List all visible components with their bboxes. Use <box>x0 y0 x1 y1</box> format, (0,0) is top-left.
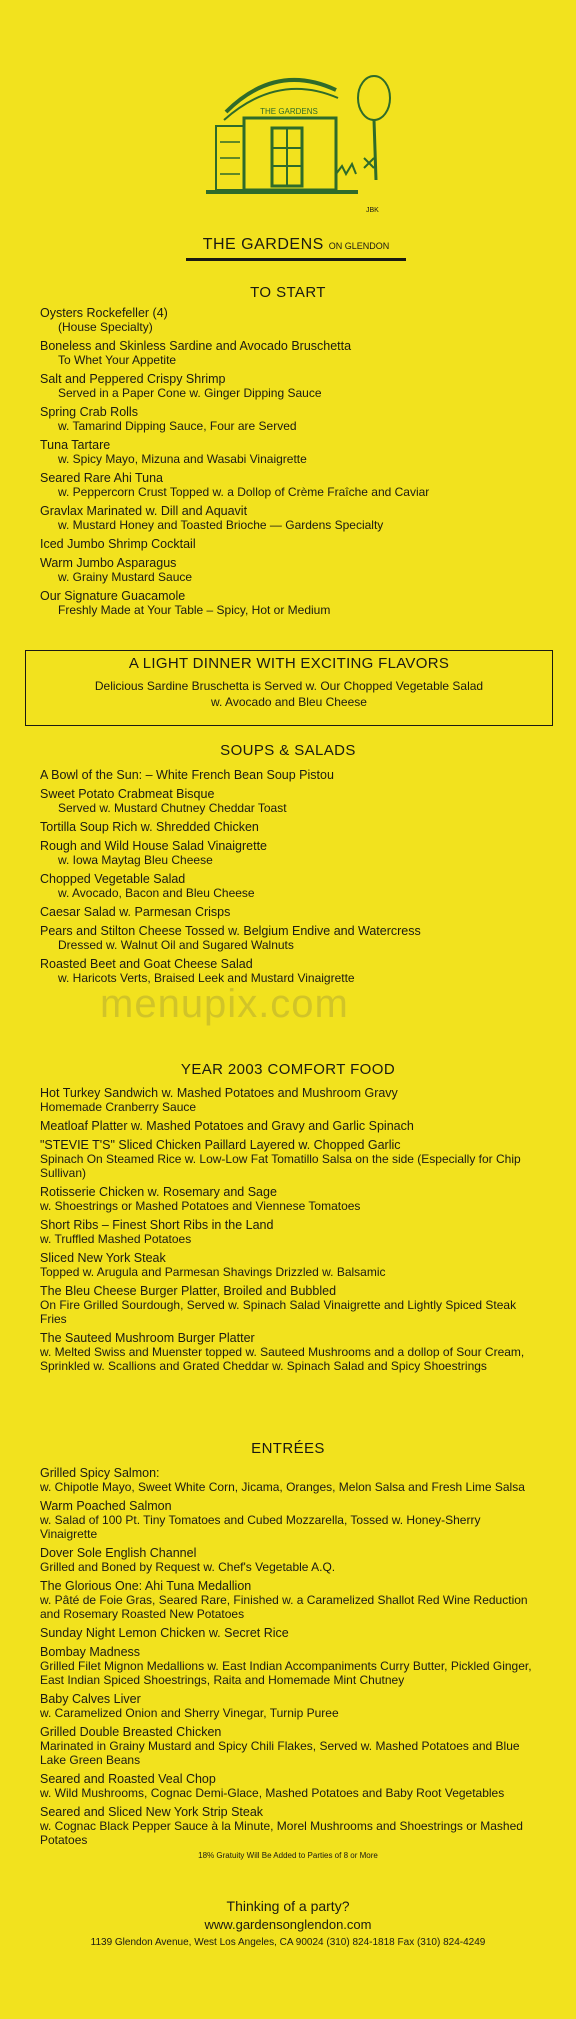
watermark: menupix.com <box>100 982 349 1026</box>
menu-item-name: Boneless and Skinless Sardine and Avocado Bruschetta <box>40 339 352 353</box>
menu-item <box>40 1331 540 1373</box>
menu-item <box>40 1579 540 1621</box>
menu-item-description: w. Spicy Mayo, Mizuna and Wasabi Vinaigrette <box>58 452 307 466</box>
menu-item-name: Meatloaf Platter w. Mashed Potatoes and Gravy and Garlic Spinach <box>40 1119 414 1133</box>
section-heading-soups-salads: SOUPS & SALADS <box>220 742 356 759</box>
address-line: 1139 Glendon Avenue, West Los Angeles, CA 90024 (310) 824-1818 Fax (310) 824-4249 <box>90 1937 486 1948</box>
menu-item-description: Served in a Paper Cone w. Ginger Dipping Sauce <box>58 386 322 400</box>
menu-item-description: w. Pâté de Foie Gras, Seared Rare, Finished w. a Caramelized Shallot Red Wine Reduction and Rosemary Roasted New Potatoes <box>40 1593 528 1621</box>
logo-sign-text: THE GARDENS <box>260 107 318 116</box>
menu-item-name: Warm Jumbo Asparagus <box>40 556 177 570</box>
restaurant-name <box>186 236 406 261</box>
menu-item-description: w. Tamarind Dipping Sauce, Four are Served <box>58 419 297 433</box>
menu-item-name: Dover Sole English Channel <box>40 1546 197 1560</box>
menu-item <box>40 471 540 499</box>
menu-item-description: w. Grainy Mustard Sauce <box>58 570 193 584</box>
restaurant-name-main: THE GARDENS <box>202 236 324 253</box>
menu-item-name: Hot Turkey Sandwich w. Mashed Potatoes and Mushroom Gravy <box>40 1086 398 1100</box>
menu-item <box>40 306 540 334</box>
menu-item-description: Freshly Made at Your Table – Spicy, Hot or Medium <box>58 603 331 617</box>
menu-item-name: Iced Jumbo Shrimp Cocktail <box>40 537 196 551</box>
section-heading-to-start: TO START <box>250 284 326 301</box>
menu-item <box>40 405 540 433</box>
menu-item-description: w. Iowa Maytag Bleu Cheese <box>58 853 213 867</box>
menu-item <box>40 372 540 400</box>
menu-item-description: Topped w. Arugula and Parmesan Shavings Drizzled w. Balsamic <box>40 1265 386 1279</box>
menu-item <box>40 768 540 782</box>
menu-item-name: The Bleu Cheese Burger Platter, Broiled and Bubbled <box>40 1284 337 1298</box>
artist-signature: JBK <box>366 207 379 214</box>
menu-item-name: Grilled Spicy Salmon: <box>40 1466 160 1480</box>
menu-item-description: w. Truffled Mashed Potatoes <box>40 1232 192 1246</box>
menu-item-name: Roasted Beet and Goat Cheese Salad <box>40 957 253 971</box>
menu-item-name: Gravlax Marinated w. Dill and Aquavit <box>40 504 248 518</box>
garden-house-illustration <box>186 62 406 262</box>
menu-item-description: Dressed w. Walnut Oil and Sugared Walnuts <box>58 938 294 952</box>
menu-item-name: Caesar Salad w. Parmesan Crisps <box>40 905 231 919</box>
soups-salads-list <box>40 768 540 990</box>
light-dinner-box <box>25 650 553 726</box>
menu-item <box>40 1185 540 1213</box>
menu-item-description: w. Cognac Black Pepper Sauce à la Minute, Morel Mushrooms and Shoestrings or Mashed Potatoes <box>40 1819 523 1847</box>
menu-item <box>40 1725 540 1767</box>
menu-item <box>40 1466 540 1494</box>
menu-item-name: Short Ribs – Finest Short Ribs in the Land <box>40 1218 274 1232</box>
menu-item <box>40 1119 540 1133</box>
restaurant-logo <box>186 62 406 262</box>
to-start-list <box>40 306 540 622</box>
menu-item-name: Seared Rare Ahi Tuna <box>40 471 163 485</box>
menu-item-description: Marinated in Grainy Mustard and Spicy Chili Flakes, Served w. Mashed Potatoes and Blue Lake Green Beans <box>40 1739 520 1767</box>
menu-item-name: Warm Poached Salmon <box>40 1499 172 1513</box>
menu-item <box>40 556 540 584</box>
menu-item-description: w. Chipotle Mayo, Sweet White Corn, Jicama, Oranges, Melon Salsa and Fresh Lime Salsa <box>40 1480 525 1494</box>
light-dinner-line-2: w. Avocado and Bleu Cheese <box>211 695 367 709</box>
menu-item-name: Sweet Potato Crabmeat Bisque <box>40 787 215 801</box>
menu-item-name: Rough and Wild House Salad Vinaigrette <box>40 839 267 853</box>
menu-item-description: Served w. Mustard Chutney Cheddar Toast <box>58 801 287 815</box>
menu-item-name: The Glorious One: Ahi Tuna Medallion <box>40 1579 252 1593</box>
menu-item <box>40 1218 540 1246</box>
menu-item <box>40 537 540 551</box>
menu-item <box>40 504 540 532</box>
menu-item <box>40 1626 540 1640</box>
menu-item-description: Homemade Cranberry Sauce <box>40 1100 197 1114</box>
menu-item-name: Pears and Stilton Cheese Tossed w. Belgium Endive and Watercress <box>40 924 421 938</box>
menu-item <box>40 1645 540 1687</box>
menu-item-name: The Sauteed Mushroom Burger Platter <box>40 1331 255 1345</box>
menu-item <box>40 1692 540 1720</box>
menu-item <box>40 1805 540 1847</box>
menu-item-description: w. Haricots Verts, Braised Leek and Mustard Vinaigrette <box>58 971 355 985</box>
menu-item-name: "STEVIE T'S" Sliced Chicken Paillard Layered w. Chopped Garlic <box>40 1138 401 1152</box>
menu-item <box>40 924 540 952</box>
menu-item <box>40 1138 540 1180</box>
menu-item-description: Grilled and Boned by Request w. Chef's Vegetable A.Q. <box>40 1560 336 1574</box>
menu-item-description: w. Mustard Honey and Toasted Brioche — Gardens Specialty <box>58 518 384 532</box>
menu-item-description: On Fire Grilled Sourdough, Served w. Spinach Salad Vinaigrette and Lightly Spiced Steak Fries <box>40 1298 517 1326</box>
menu-item-description: Grilled Filet Mignon Medallions w. East Indian Accompaniments Curry Butter, Pickled Ginger, East Indian Spiced Shoestrings, Raita and Homemade Mint Chutney <box>40 1659 532 1687</box>
menu-item-name: Salt and Peppered Crispy Shrimp <box>40 372 226 386</box>
menu-item <box>40 820 540 834</box>
menu-item-description: w. Caramelized Onion and Sherry Vinegar, Turnip Puree <box>40 1706 339 1720</box>
menu-item-name: Spring Crab Rolls <box>40 405 138 419</box>
gratuity-note: 18% Gratuity Will Be Added to Parties of 8 or More <box>198 1851 378 1860</box>
menu-item-description: (House Specialty) <box>58 320 153 334</box>
menu-item-name: Sliced New York Steak <box>40 1251 166 1265</box>
menu-item-name: Bombay Madness <box>40 1645 141 1659</box>
menu-item <box>40 1546 540 1574</box>
menu-item-name: Oysters Rockefeller (4) <box>40 306 168 320</box>
restaurant-name-suffix: ON GLENDON <box>328 241 390 251</box>
menu-item-description: w. Salad of 100 Pt. Tiny Tomatoes and Cubed Mozzarella, Tossed w. Honey-Sherry Vinaigrette <box>40 1513 481 1541</box>
party-prompt: Thinking of a party? <box>226 1898 350 1914</box>
menu-item-name: Baby Calves Liver <box>40 1692 141 1706</box>
menu-item-name: Our Signature Guacamole <box>40 589 186 603</box>
menu-item-name: Seared and Sliced New York Strip Steak <box>40 1805 264 1819</box>
menu-item <box>40 905 540 919</box>
menu-item-description: w. Wild Mushrooms, Cognac Demi-Glace, Mashed Potatoes and Baby Root Vegetables <box>40 1786 505 1800</box>
menu-item-description: Spinach On Steamed Rice w. Low-Low Fat Tomatillo Salsa on the side (Especially for Chip Sullivan) <box>40 1152 521 1180</box>
menu-item <box>40 1499 540 1541</box>
light-dinner-heading: A LIGHT DINNER WITH EXCITING FLAVORS <box>128 655 450 672</box>
website-link[interactable]: www.gardensonglendon.com <box>204 1917 372 1932</box>
menu-item-description: w. Melted Swiss and Muenster topped w. Sauteed Mushrooms and a dollop of Sour Cream, Sprinkled w. Scallions and Grated Cheddar w. Spinach Salad and Spicy Shoestrings <box>40 1345 525 1373</box>
comfort-food-list <box>40 1086 540 1378</box>
menu-item-description: w. Avocado, Bacon and Bleu Cheese <box>58 886 255 900</box>
menu-item-name: Tuna Tartare <box>40 438 111 452</box>
menu-item-name: Chopped Vegetable Salad <box>40 872 186 886</box>
menu-item <box>40 1284 540 1326</box>
menu-item <box>40 1251 540 1279</box>
menu-item-description: w. Peppercorn Crust Topped w. a Dollop of Crème Fraîche and Caviar <box>58 485 430 499</box>
menu-item-name: Seared and Roasted Veal Chop <box>40 1772 216 1786</box>
section-heading-comfort-food: YEAR 2003 COMFORT FOOD <box>180 1061 396 1078</box>
menu-item-name: A Bowl of the Sun: – White French Bean Soup Pistou <box>40 768 334 782</box>
menu-item <box>40 339 540 367</box>
menu-item-name: Sunday Night Lemon Chicken w. Secret Rice <box>40 1626 289 1640</box>
menu-item-name: Tortilla Soup Rich w. Shredded Chicken <box>40 820 259 834</box>
menu-item <box>40 1772 540 1800</box>
light-dinner-line-1: Delicious Sardine Bruschetta is Served w. Our Chopped Vegetable Salad <box>94 679 484 693</box>
entrees-list <box>40 1466 540 1852</box>
menu-item <box>40 438 540 466</box>
section-heading-entrees: ENTRÉES <box>251 1440 325 1457</box>
menu-item <box>40 589 540 617</box>
menu-item <box>40 872 540 900</box>
menu-item <box>40 787 540 815</box>
menu-item <box>40 839 540 867</box>
menu-item-name: Grilled Double Breasted Chicken <box>40 1725 222 1739</box>
menu-item-description: To Whet Your Appetite <box>58 353 177 367</box>
menu-item <box>40 1086 540 1114</box>
menu-item-name: Rotisserie Chicken w. Rosemary and Sage <box>40 1185 277 1199</box>
menu-item-description: w. Shoestrings or Mashed Potatoes and Viennese Tomatoes <box>40 1199 361 1213</box>
menu-item <box>40 957 540 985</box>
